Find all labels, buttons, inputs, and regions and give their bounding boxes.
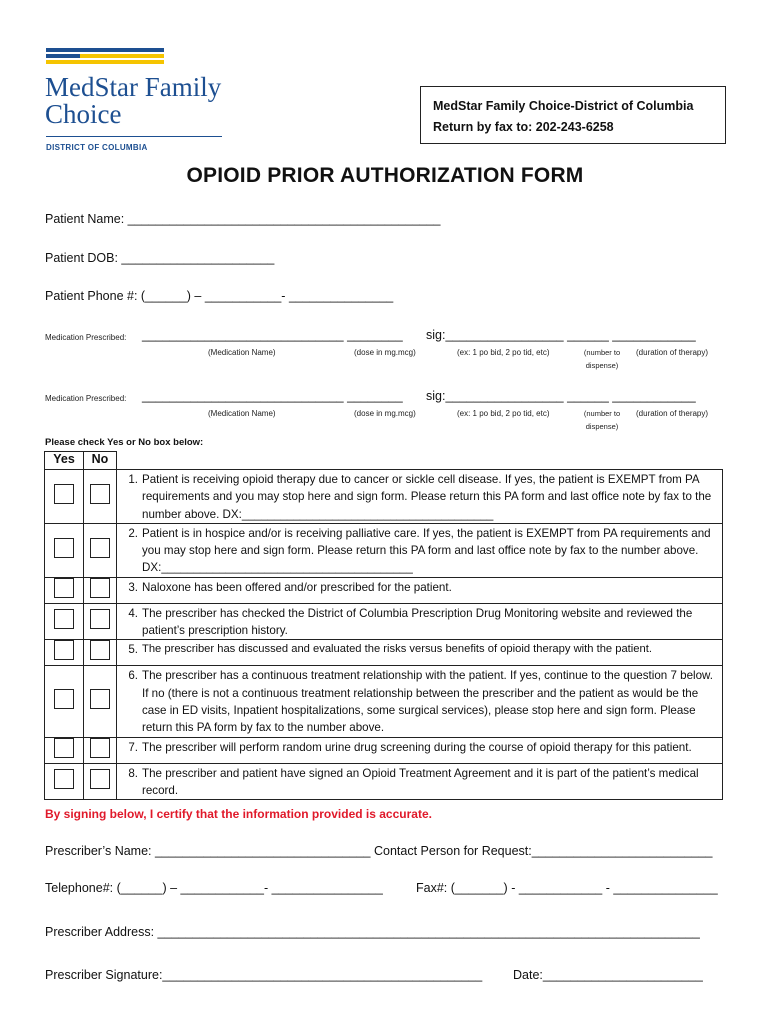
question-table (44, 451, 723, 800)
no-checkbox[interactable] (90, 640, 110, 660)
fax-field[interactable]: Fax#: (_______) - ____________ - _______________ (416, 881, 718, 895)
dispense-caption: (number to dispense) (583, 409, 621, 431)
medication-name-caption: (Medication Name) (208, 409, 276, 418)
patient-phone-field[interactable]: Patient Phone #: (______) – ___________- _______________ (45, 289, 394, 303)
dose-caption: (dose in mg.mcg) (354, 409, 416, 418)
question-number: 1. (128, 473, 138, 486)
question-text: The prescriber has checked the District of Columbia Prescription Drug Monitoring website and reviewed the patient’s prescription history. (142, 606, 693, 638)
yes-checkbox[interactable] (54, 538, 74, 558)
question-row (45, 763, 723, 800)
patient-name-field[interactable]: Patient Name: _____________________________________________ (45, 212, 441, 226)
logo-divider (46, 136, 222, 137)
medication-sig-field[interactable]: sig:_________________ ______ ____________ (426, 328, 696, 342)
check-instructions: Please check Yes or No box below: (45, 437, 204, 448)
question-text: Naloxone has been offered and/or prescribed for the patient. (142, 580, 452, 594)
yes-checkbox[interactable] (54, 609, 74, 629)
prescriber-address-field[interactable]: Prescriber Address: ______________________________________________________________________________ (45, 925, 700, 939)
question-row (45, 523, 723, 577)
sig-caption: (ex: 1 po bid, 2 po tid, etc) (457, 409, 550, 418)
question-number: 3. (128, 580, 138, 594)
question-row (45, 577, 723, 603)
contact-person-field[interactable]: Contact Person for Request:__________________________ (374, 844, 713, 858)
no-checkbox[interactable] (90, 484, 110, 504)
no-checkbox[interactable] (90, 609, 110, 629)
no-checkbox[interactable] (90, 689, 110, 709)
no-checkbox[interactable] (90, 769, 110, 789)
brand-line1: MedStar Family (45, 72, 222, 102)
yes-header: Yes (45, 452, 84, 470)
question-row (45, 640, 723, 666)
medication-label: Medication Prescribed: (45, 333, 127, 342)
plan-name: MedStar Family Choice-District of Columbia (433, 99, 694, 113)
medication-name-dose-field[interactable]: _____________________________ ________ (142, 389, 403, 403)
yes-checkbox[interactable] (54, 689, 74, 709)
medication-label: Medication Prescribed: (45, 394, 127, 403)
no-checkbox[interactable] (90, 578, 110, 598)
question-text: The prescriber has a continuous treatment relationship with the patient. If yes, continue to the question 7 below. If no (there is not a continuous treatment relationship between the prescriber and the patient as would be the case in ED visits, Inpatient hospitalizations, some surgical services), please stop here and sign form. Please return this PA form by fax to the number above. (142, 669, 714, 735)
duration-caption: (duration of therapy) (636, 409, 709, 418)
question-text: Patient is receiving opioid therapy due to cancer or sickle cell disease. If yes, the patient is EXEMPT from PA requirements and you may stop here and sign form. Please return this PA form and last office note by fax to the number above. DX:_______________________________________ (142, 473, 712, 521)
dose-caption: (dose in mg.mcg) (354, 348, 416, 357)
question-number: 8. (128, 766, 138, 780)
certify-statement: By signing below, I certify that the information provided is accurate. (45, 807, 432, 821)
brand-line2: Choice (45, 99, 122, 129)
date-field[interactable]: Date:_______________________ (513, 968, 703, 982)
question-row (45, 603, 723, 640)
question-number: 7. (128, 740, 138, 754)
no-checkbox[interactable] (90, 538, 110, 558)
question-row (45, 470, 723, 524)
form-title: OPIOID PRIOR AUTHORIZATION FORM (186, 164, 584, 187)
question-number: 6. (128, 669, 138, 683)
question-text: The prescriber and patient have signed an Opioid Treatment Agreement and it is part of the patient’s medical record. (142, 766, 699, 797)
yes-checkbox[interactable] (54, 738, 74, 758)
dispense-caption: (number to dispense) (583, 348, 621, 370)
question-number: 2. (128, 526, 138, 540)
brand-name (45, 74, 221, 128)
question-text: The prescriber has discussed and evaluated the risks versus benefits of opioid therapy with the patient. (142, 643, 652, 656)
no-checkbox[interactable] (90, 738, 110, 758)
question-number: 5. (128, 643, 138, 657)
plan-info-box (420, 86, 726, 144)
question-text: Patient is in hospice and/or is receiving palliative care. If yes, the patient is EXEMPT from PA requirements and you may stop here and sign form. Please return this PA form and last office note by fax to the number above. DX:_______________________________________ (142, 526, 711, 575)
yes-checkbox[interactable] (54, 578, 74, 598)
question-row (45, 666, 723, 737)
brand-region: DISTRICT OF COLUMBIA (46, 143, 148, 152)
medication-name-dose-field[interactable]: _____________________________ ________ (142, 328, 403, 342)
sig-caption: (ex: 1 po bid, 2 po tid, etc) (457, 348, 550, 357)
logo-mark (46, 48, 166, 68)
yes-checkbox[interactable] (54, 484, 74, 504)
question-number: 4. (128, 606, 138, 620)
fax-return: Return by fax to: 202-243-6258 (433, 120, 614, 134)
question-text: The prescriber will perform random urine drug screening during the course of opioid therapy for this patient. (142, 740, 692, 754)
prescriber-signature-field[interactable]: Prescriber Signature:______________________________________________ (45, 968, 483, 982)
duration-caption: (duration of therapy) (636, 348, 709, 357)
prescriber-name-field[interactable]: Prescriber’s Name: _______________________________ (45, 844, 371, 858)
medication-name-caption: (Medication Name) (208, 348, 276, 357)
yes-checkbox[interactable] (54, 769, 74, 789)
telephone-field[interactable]: Telephone#: (______) – ____________- ________________ (45, 881, 383, 895)
patient-dob-field[interactable]: Patient DOB: ______________________ (45, 251, 275, 265)
medication-sig-field[interactable]: sig:_________________ ______ ____________ (426, 389, 696, 403)
no-header: No (84, 452, 117, 470)
question-row (45, 737, 723, 763)
yes-checkbox[interactable] (54, 640, 74, 660)
